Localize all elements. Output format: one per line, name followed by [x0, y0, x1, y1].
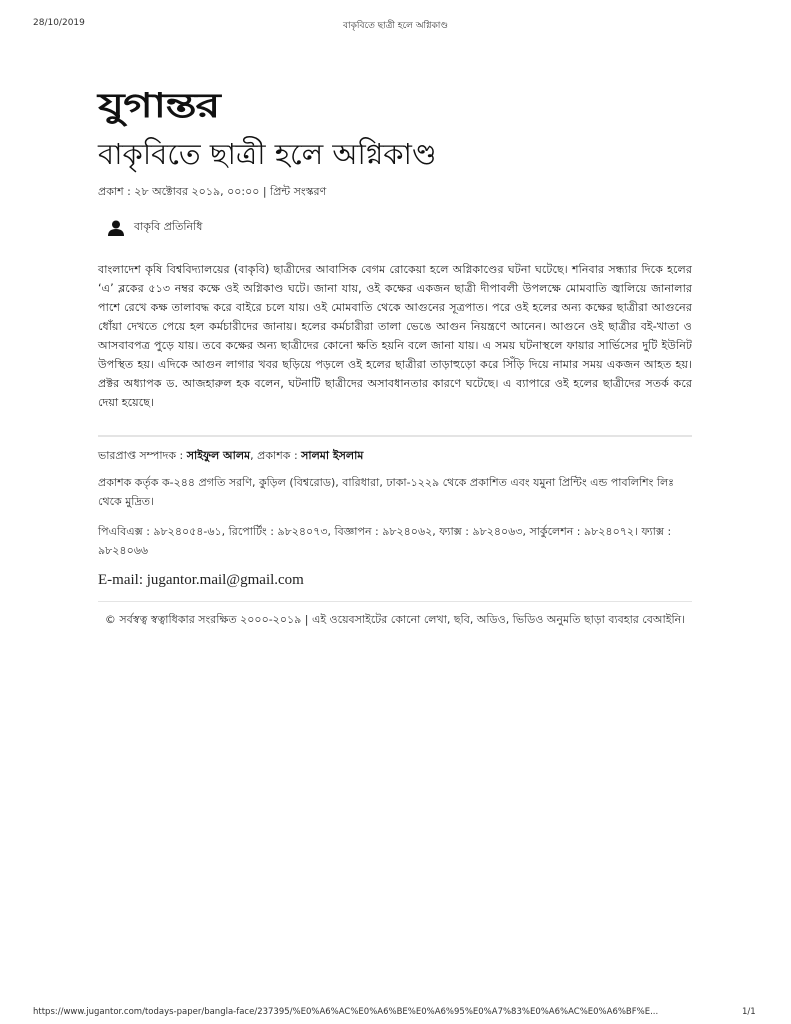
publisher-name: সালমা ইসলাম [301, 449, 364, 462]
author-byline [108, 218, 202, 237]
article-meta: প্রকাশ : ২৮ অক্টোবর ২০১৯, ০০:০০ | প্রিন্ট সংস্করণ [98, 185, 327, 198]
editor-label: ভারপ্রাপ্ত সম্পাদক : [98, 449, 187, 462]
publisher-label: , প্রকাশক : [250, 449, 302, 462]
jugantor-logo[interactable]: যুগান্তর [98, 86, 220, 126]
article-title: বাকৃবিতে ছাত্রী হলে অগ্নিকাণ্ড [98, 137, 437, 171]
editor-name: সাইফুল আলম [186, 449, 251, 462]
publisher-address: প্রকাশক কর্তৃক ক-২৪৪ প্রগতি সরণি, কুড়িল (বিশ্বরোড), বারিধারা, ঢাকা-১২২৯ থেকে প্রকাশিত এবং যমুনা প্রিন্টিং এন্ড পাবলিশিং লিঃ থেকে মুদ্রিত। [98, 476, 675, 508]
copyright-notice: © সর্বস্বত্ব স্বত্বাধিকার সংরক্ষিত ২০০০-২০১৯ | এই ওয়েবসাইটের কোনো লেখা, ছবি, অডিও, ভিডিও অনুমতি ছাড়া ব্যবহার বেআইনি। [104, 613, 686, 626]
email-address[interactable]: E-mail: jugantor.mail@gmail.com [98, 572, 304, 588]
print-date: 28/10/2019 [33, 18, 85, 28]
article-body: বাংলাদেশ কৃষি বিশ্ববিদ্যালয়ের (বাকৃবি) ছাত্রীদের আবাসিক বেগম রোকেয়া হলে অগ্নিকাণ্ডের ঘটনা ঘটেছে। শনিবার সন্ধ্যার দিকে হলের ‘এ’ ব্লকের ৫১৩ নম্বর কক্ষে ওই অগ্নিকাণ্ড ঘটে। জানা যায়, ওই কক্ষের একজন ছাত্রী দীপাবলী উপলক্ষে মোমবাতি জ্বালিয়ে জানালার পাশে রেখে কক্ষ তালাবদ্ধ করে বাইরে চলে যায়। ওই মোমবাতি থেকে আগুনের সূত্রপাত। পরে ওই হলের অন্য কক্ষের ছাত্রীরা আগুনের ধোঁয়া দেখতে পেয়ে হল কর্মচারীদের জানায়। হলের কর্মচারীরা তালা ভেঙে আগুন নিয়ন্ত্রণে আনেন। আগুনে ওই ছাত্রীর বই-খাতা ও আসবাবপত্র পুড়ে যায়। তবে কক্ষের অন্য ছাত্রীদের কোনো ক্ষতি হয়নি বলে জানা যায়। এ সময় ঘটনাস্থলে ফায়ার সার্ভিসের দুটি ইউনিট উপস্থিত হয়। এদিকে আগুন লাগার খবর ছড়িয়ে পড়লে ওই হলের ছাত্রীরা তাড়াহুড়ো করে সিঁড়ি দিয়ে নামার সময় একজন আহত হয়। প্রক্টর অধ্যাপক ড. আজহারুল হক বলেন, ঘটনাটি ছাত্রীদের অসাবধানতার কারণে ঘটেছে। এ ব্যাপারে ওই হলের ছাত্রীদের সতর্ক করে দেয়া হয়েছে। [98, 263, 692, 409]
print-url: https://www.jugantor.com/todays-paper/bangla-face/237395/%E0%A6%AC%E0%A6%BE%E0%A6%95%E0%A7%83%E0%A6%AC%E0%A6%BF%E... [33, 1007, 659, 1017]
divider [98, 435, 692, 437]
author-name: বাকৃবি প্রতিনিধি [134, 220, 203, 233]
print-title: বাকৃবিতে ছাত্রী হলে অগ্নিকাণ্ড [342, 21, 449, 31]
phone-numbers: পিএবিএক্স : ৯৮২৪০৫৪-৬১, রিপোর্টিং : ৯৮২৪০৭৩, বিজ্ঞাপন : ৯৮২৪০৬২, ফ্যাক্স : ৯৮২৪০৬৩, সার্কুলেশন : ৯৮২৪০৭২। ফ্যাক্স : ৯৮২৪০৬৬ [98, 525, 672, 557]
user-icon [108, 220, 124, 236]
editor-line [98, 446, 698, 465]
divider [98, 601, 692, 602]
page-number: 1/1 [742, 1007, 756, 1017]
